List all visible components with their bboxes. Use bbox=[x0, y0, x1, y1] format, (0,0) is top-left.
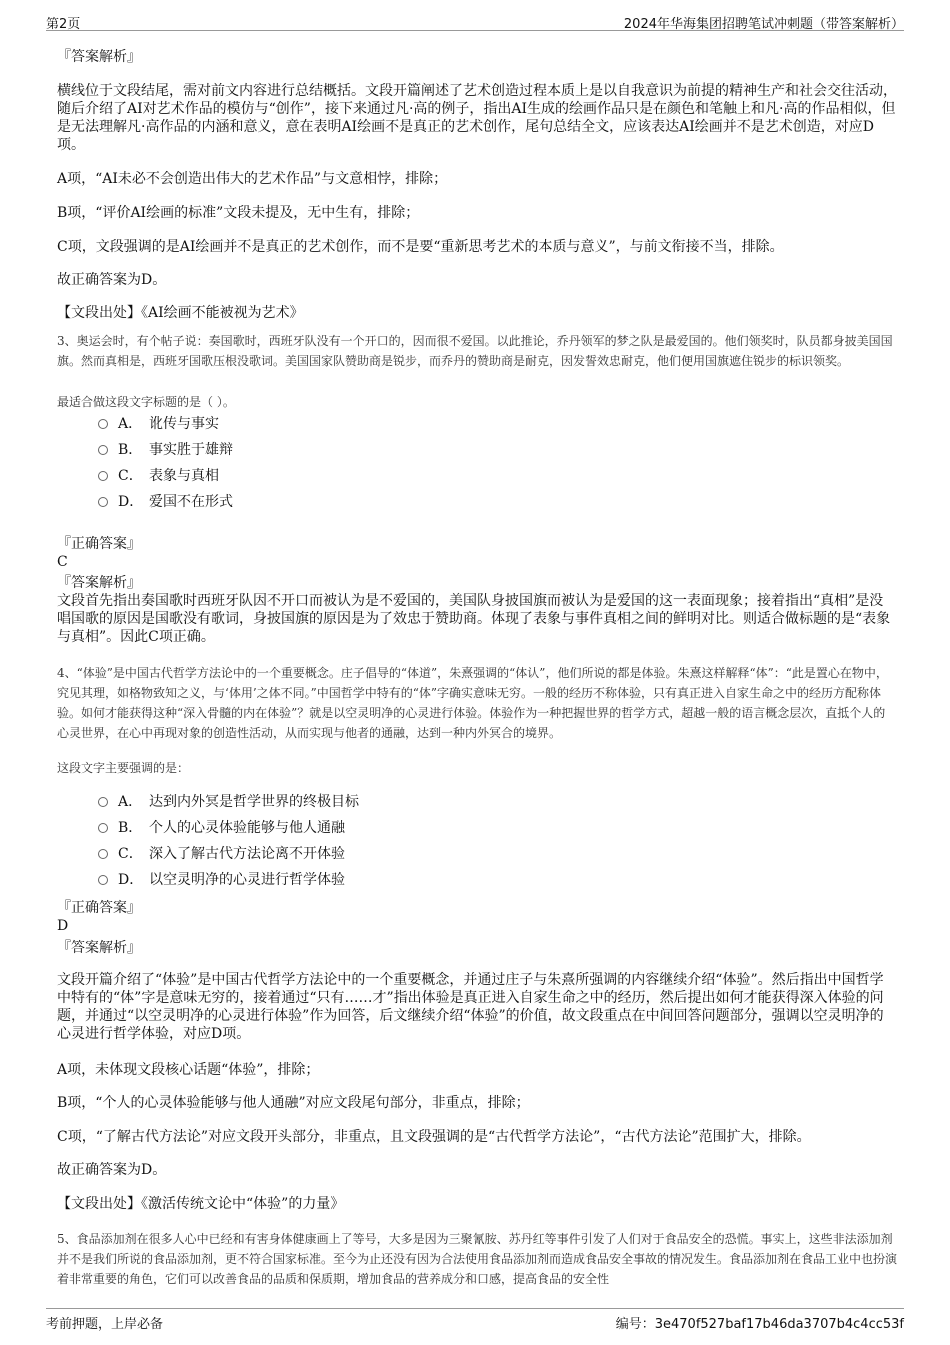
q4-stem: 4、“体验”是中国古代哲学方法论中的一个重要概念。庄子倡导的“体道”，朱熹强调的“体认”，他们所说的都是体验。朱熹这样解释“体”：“此是置心在物中，究见其理，如格物致知之义，与‘体用’之体不同。”中国哲学中特有的“体”字确实意味无穷。一般的经历不称体验，只有真正进入自家生命之中的经历方配称体验。如何才能获得这种“深入骨髓的内在体验”？就是以空灵明净的心灵进行体验。体验作为一种把握世界的哲学方式，超越一般的语言概念层次，直抵个人的心灵世界，在心中再现对象的创造性活动，从而实现与他者的通融，达到一种内外冥合的境界。 bbox=[57, 666, 888, 740]
q4-question: 这段文字主要强调的是： bbox=[57, 761, 190, 775]
q3-option-b[interactable]: B． 事实胜于雄辩 bbox=[98, 441, 233, 459]
q4-answer-label: 『正确答案』 bbox=[57, 900, 141, 916]
q2-source: 【文段出处】《AI绘画不能被视为艺术》 bbox=[57, 305, 304, 321]
q3-option-d[interactable]: D． 爱国不在形式 bbox=[98, 493, 233, 511]
radio-icon[interactable] bbox=[98, 497, 108, 507]
q2-final-answer: 故正确答案为D。 bbox=[57, 272, 167, 288]
document-title: 2024年华海集团招聘笔试冲刺题（带答案解析） bbox=[623, 17, 904, 32]
radio-icon[interactable] bbox=[98, 797, 108, 807]
q3-stem: 3、奥运会时，有个帖子说：奏国歌时，西班牙队没有一个开口的，因而很不爱国。以此推论，乔丹领军的梦之队是最爱国的。他们领奖时，队员都身披美国国旗。然而真相是，西班牙国歌压根没歌词。美国国家队赞助商是锐步，而乔丹的赞助商是耐克，因发誓效忠耐克，他们便用国旗遮住锐步的标识领奖。 bbox=[57, 334, 893, 368]
q4-source: 【文段出处】《激活传统文论中“体验”的力量》 bbox=[57, 1196, 345, 1212]
q3-answer-label: 『正确答案』 bbox=[57, 536, 141, 552]
page-footer bbox=[46, 1308, 904, 1331]
q4-option-a-note: A项，未体现文段核心话题“体验”，排除； bbox=[57, 1062, 320, 1078]
q2-option-b-note: B项，“评价AI绘画的标准”文段未提及，无中生有，排除； bbox=[57, 205, 420, 221]
q4-option-d[interactable]: D． 以空灵明净的心灵进行哲学体验 bbox=[98, 871, 345, 889]
q4-option-c[interactable]: C． 深入了解古代方法论离不开体验 bbox=[98, 845, 345, 863]
q3-option-a[interactable]: A． 讹传与事实 bbox=[98, 415, 219, 433]
radio-icon[interactable] bbox=[98, 849, 108, 859]
page-number: 第2页 bbox=[46, 17, 81, 32]
q4-option-c-note: C项，“了解古代方法论”对应文段开头部分，非重点，且文段强调的是“古代哲学方法论”，“古代方法论”范围扩大，排除。 bbox=[57, 1129, 811, 1145]
q5-stem: 5、食品添加剂在很多人心中已经和有害身体健康画上了等号，大多是因为三聚氰胺、苏丹红等事件引发了人们对于食品安全的恐慌。事实上，这些非法添加剂并不是我们所说的食品添加剂，更不符合国家标准。至今为止还没有因为合法使用食品添加剂而造成食品安全事故的情况发生。食品添加剂在食品工业中也扮演着非常重要的角色，它们可以改善食品的品质和保质期，增加食品的营养成分和口感，提高食品的安全性 bbox=[57, 1232, 897, 1286]
footer-slogan: 考前押题，上岸必备 bbox=[46, 1317, 164, 1332]
document-code: 编号：3e470f527baf17b46da3707b4c4cc53f bbox=[615, 1317, 904, 1332]
q4-analysis-label: 『答案解析』 bbox=[57, 940, 141, 956]
q2-analysis-label: 『答案解析』 bbox=[57, 49, 141, 65]
radio-icon[interactable] bbox=[98, 419, 108, 429]
q4-option-a[interactable]: A． 达到内外冥是哲学世界的终极目标 bbox=[98, 793, 359, 811]
q4-analysis-text: 文段开篇介绍了“体验”是中国古代哲学方法论中的一个重要概念，并通过庄子与朱熹所强调的内容继续介绍“体验”。然后指出中国哲学中特有的“体”字是意味无穷的，接着通过“只有……才”指出体验是真正进入自家生命之中的经历，然后提出如何才能获得深入体验的问题，并通过“以空灵明净的心灵进行体验”作为回答，后文继续介绍“体验”的价值，故文段重点在中间回答问题部分，强调以空灵明净的心灵进行哲学体验，对应D项。 bbox=[57, 972, 884, 1042]
q3-option-c[interactable]: C． 表象与真相 bbox=[98, 467, 219, 485]
page-header bbox=[46, 10, 904, 31]
q3-answer: C bbox=[57, 554, 68, 570]
radio-icon[interactable] bbox=[98, 823, 108, 833]
q3-analysis-text: 文段首先指出奏国歌时西班牙队因不开口而被认为是不爱国的，美国队身披国旗而被认为是爱国的这一表面现象；接着指出“真相”是没唱国歌的原因是国歌没有歌词，身披国旗的原因是为了效忠于赞助商。体现了表象与事件真相之间的鲜明对比。则适合做标题的是“表象与真相”。因此C项正确。 bbox=[57, 593, 891, 645]
q4-option-b[interactable]: B． 个人的心灵体验能够与他人通融 bbox=[98, 819, 345, 837]
q2-analysis-text: 横线位于文段结尾，需对前文内容进行总结概括。文段开篇阐述了艺术创造过程本质上是以自我意识为前提的精神生产和社会交往活动，随后介绍了AI对艺术作品的模仿与“创作”，接下来通过凡·高的例子，指出AI生成的绘画作品只是在颜色和笔触上和凡·高的作品相似，但是无法理解凡·高作品的内涵和意义，意在表明AI绘画不是真正的艺术创作，尾句总结全文，应该表达AI绘画并不是艺术创造，对应D项。 bbox=[57, 83, 897, 153]
q2-option-a-note: A项，“AI未必不会创造出伟大的艺术作品”与文意相悖，排除； bbox=[57, 171, 448, 187]
radio-icon[interactable] bbox=[98, 471, 108, 481]
q4-option-b-note: B项，“个人的心灵体验能够与他人通融”对应文段尾句部分，非重点，排除； bbox=[57, 1095, 530, 1111]
radio-icon[interactable] bbox=[98, 445, 108, 455]
q2-option-c-note: C项，文段强调的是AI绘画并不是真正的艺术创作，而不是要“重新思考艺术的本质与意义”，与前文衔接不当，排除。 bbox=[57, 239, 784, 255]
q3-analysis-label: 『答案解析』 bbox=[57, 575, 141, 591]
radio-icon[interactable] bbox=[98, 875, 108, 885]
q3-question: 最适合做这段文字标题的是（ ）。 bbox=[57, 395, 235, 409]
q4-final-answer: 故正确答案为D。 bbox=[57, 1162, 167, 1178]
q4-answer: D bbox=[57, 918, 69, 934]
